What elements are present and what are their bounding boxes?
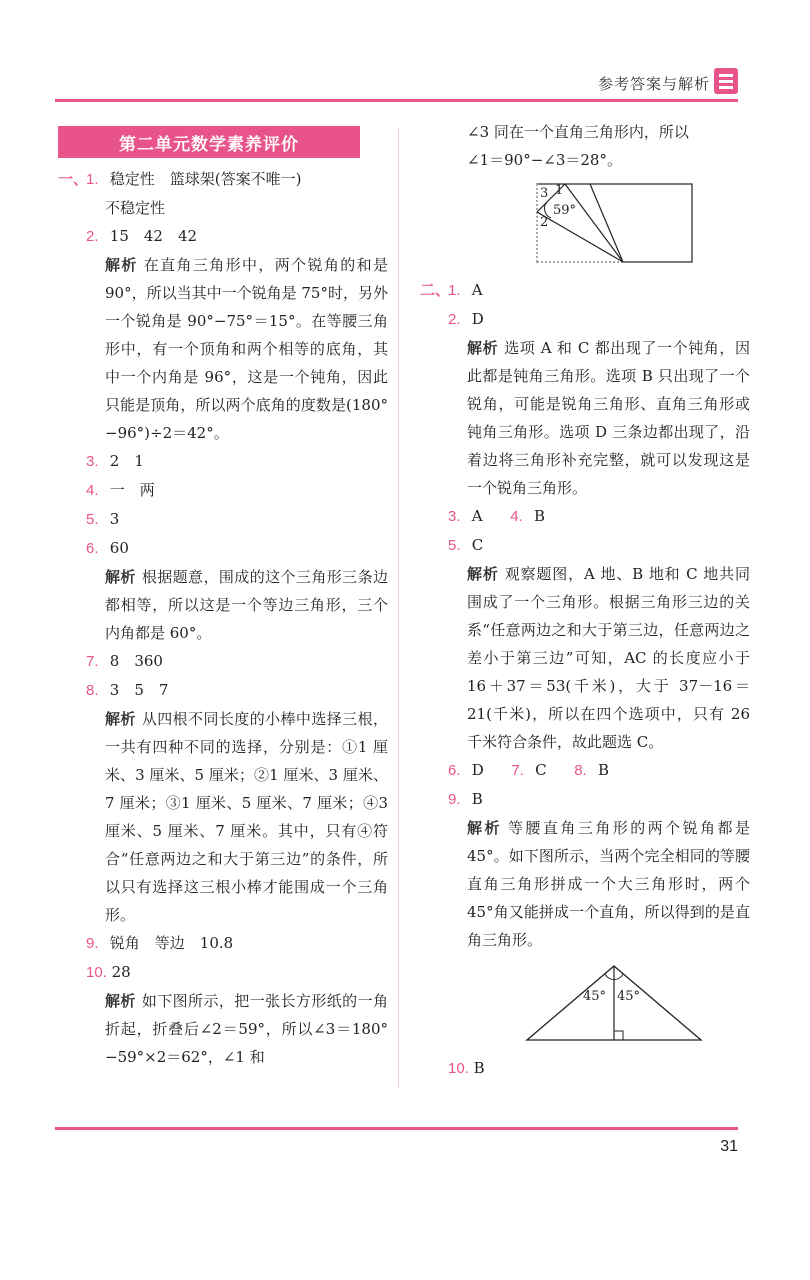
question-number: 5. <box>86 511 99 528</box>
explanation-text: 等腰直角三角形的两个锐角都是 45°。如下图所示，当两个完全相同的等腰直角三角形拼成一个大三角形时，两个 45°角又能拼成一个直角，所以得到的是直角三角形。 <box>467 819 750 949</box>
section-title: 第二单元数学素养评价 <box>58 126 360 158</box>
header-rule <box>55 99 738 102</box>
explanation-6 <box>58 563 388 647</box>
answer-text: 3 5 7 <box>109 681 169 699</box>
section-number: 一、 <box>58 170 89 188</box>
explanation-text: ∠1＝90°−∠3＝28°。 <box>467 151 622 169</box>
answer-text: D <box>471 761 484 779</box>
question-number: 4. <box>510 508 523 525</box>
angle-1-label: 1 <box>555 183 564 198</box>
explanation-label: 解析 <box>105 710 136 728</box>
explanation-text: 选项 A 和 C 都出现了一个钝角，因此都是钝角三角形。选项 B 只出现了一个锐角，可能是锐角三角形、直角三角形或钝角三角形。选项 D 三条边都出现了，沿着边将三角形补充完整，就可以发现这是一个锐角三角形。 <box>467 339 750 497</box>
answer-8 <box>58 676 388 705</box>
answer-3-4 <box>420 502 750 531</box>
left-45-angle-label: 45° <box>583 989 607 1004</box>
answer-6-8 <box>420 756 750 785</box>
question-number: 1. <box>86 171 99 188</box>
answer-text: A <box>471 507 483 525</box>
explanation-label: 解析 <box>467 565 499 583</box>
answer-text: A <box>471 281 483 299</box>
question-number: 2. <box>86 228 99 245</box>
explanation-text: 在直角三角形中，两个锐角的和是 90°，所以当其中一个锐角是 75°时，另外一个锐角是 90°−75°＝15°。在等腰三角形中，有一个顶角和两个相等的底角，其中一个内角是 96°，这是一个钝角，因此只能是顶角，所以两个底角的度数是(180°−96°)÷2＝42°。 <box>105 256 388 442</box>
question-number: 5. <box>448 537 461 554</box>
question-number: 3. <box>86 453 99 470</box>
answer-7 <box>58 647 388 676</box>
footer-rule <box>55 1127 738 1130</box>
answer-5 <box>420 531 750 560</box>
answer-2 <box>420 305 750 334</box>
answer-text: 2 1 <box>109 452 144 470</box>
explanation-text: 观察题图，A 地、B 地和 C 地共同围成了一个三角形。根据三角形三边的关系“任意两边之和大于第三边，任意两边之差小于第三边”可知，AC 的长度应小于 16＋37＝53(千米)，大于 37－16＝21(千米)，所以在四个选项中，只有 26 千米符合条件，故此题选 C。 <box>467 565 750 751</box>
answer-1 <box>58 165 388 194</box>
question-number: 7. <box>86 653 99 670</box>
answer-text: 8 360 <box>109 652 163 670</box>
answer-4 <box>58 476 388 505</box>
explanation-text: ∠3 同在一个直角三角形内，所以 <box>467 123 689 141</box>
answer-5 <box>58 505 388 534</box>
answer-9 <box>420 785 750 814</box>
answer-text: D <box>471 310 484 328</box>
answer-text: 3 <box>109 510 120 528</box>
answer-10 <box>420 1054 750 1083</box>
answer-6 <box>58 534 388 563</box>
answer-1 <box>420 276 750 305</box>
explanation-label: 解析 <box>105 568 136 586</box>
section-number: 二、 <box>420 281 451 299</box>
answer-text: B <box>471 790 483 808</box>
triangle-figure <box>525 960 750 1050</box>
explanation-10-continued <box>420 118 750 174</box>
explanation-text: 从四根不同长度的小棒中选择三根，一共有四种不同的选择，分别是：①1 厘米、3 厘米、5 厘米；②1 厘米、3 厘米、7 厘米；③1 厘米、5 厘米、7 厘米；④3 厘米、5 厘米、7 厘米。其中，只有④符合“任意两边之和大于第三边”的条件，所以只有选择这三根小棒才能围成一个三角形。 <box>105 710 388 924</box>
explanation-9 <box>420 814 750 954</box>
angle-3-label: 3 <box>540 186 549 201</box>
answer-text: 稳定性 篮球架(答案不唯一) <box>109 170 302 188</box>
explanation-10 <box>58 987 388 1071</box>
question-number: 8. <box>86 682 99 699</box>
isosceles-right-triangle-diagram <box>525 960 705 1044</box>
question-number: 4. <box>86 482 99 499</box>
explanation-5 <box>420 560 750 756</box>
explanation-2 <box>58 251 388 447</box>
explanation-label: 解析 <box>105 992 136 1010</box>
question-number: 9. <box>448 791 461 808</box>
explanation-label: 解析 <box>105 256 138 274</box>
explanation-text: 根据题意，围成的这个三角形三条边都相等，所以这是一个等边三角形，三个内角都是 60°。 <box>105 568 388 642</box>
right-column <box>420 118 750 1083</box>
question-number: 6. <box>448 762 461 779</box>
folded-rectangle-diagram <box>535 182 695 266</box>
answer-text: 28 <box>111 963 131 981</box>
question-number: 10. <box>86 964 107 981</box>
column-divider <box>398 128 399 1088</box>
answer-9 <box>58 929 388 958</box>
answer-text: 锐角 等边 10.8 <box>109 934 234 952</box>
header-title: 参考答案与解析 <box>597 75 710 93</box>
answer-3 <box>58 447 388 476</box>
question-number: 3. <box>448 508 461 525</box>
explanation-label: 解析 <box>467 819 502 837</box>
explanation-2 <box>420 334 750 502</box>
answer-text: 一 两 <box>109 481 155 499</box>
header-badge-icon <box>714 68 738 94</box>
right-45-angle-label: 45° <box>617 989 641 1004</box>
question-number: 9. <box>86 935 99 952</box>
angle-59-label: 59° <box>553 203 577 218</box>
answer-text: 不稳定性 <box>105 199 166 217</box>
question-number: 8. <box>574 762 587 779</box>
question-number: 6. <box>86 540 99 557</box>
answer-text: B <box>473 1059 485 1077</box>
angle-2-label: 2 <box>540 215 549 230</box>
folded-paper-figure <box>535 182 750 274</box>
answer-10 <box>58 958 388 987</box>
question-number: 1. <box>448 282 461 299</box>
page-number: 31 <box>720 1138 738 1155</box>
explanation-text: 如下图所示，把一张长方形纸的一角折起，折叠后∠2＝59°，所以∠3＝180°−59°×2＝62°，∠1 和 <box>105 992 388 1066</box>
explanation-8 <box>58 705 388 929</box>
answer-text: C <box>471 536 484 554</box>
question-number: 7. <box>511 762 524 779</box>
answer-2 <box>58 222 388 251</box>
answer-text: C <box>535 761 547 779</box>
left-column <box>58 165 388 1071</box>
question-number: 10. <box>448 1060 469 1077</box>
explanation-label: 解析 <box>467 339 499 357</box>
answer-text: B <box>597 761 610 779</box>
answer-text: B <box>533 507 545 525</box>
question-number: 2. <box>448 311 461 328</box>
answer-text: 60 <box>109 539 129 557</box>
answer-text: 15 42 42 <box>109 227 198 245</box>
